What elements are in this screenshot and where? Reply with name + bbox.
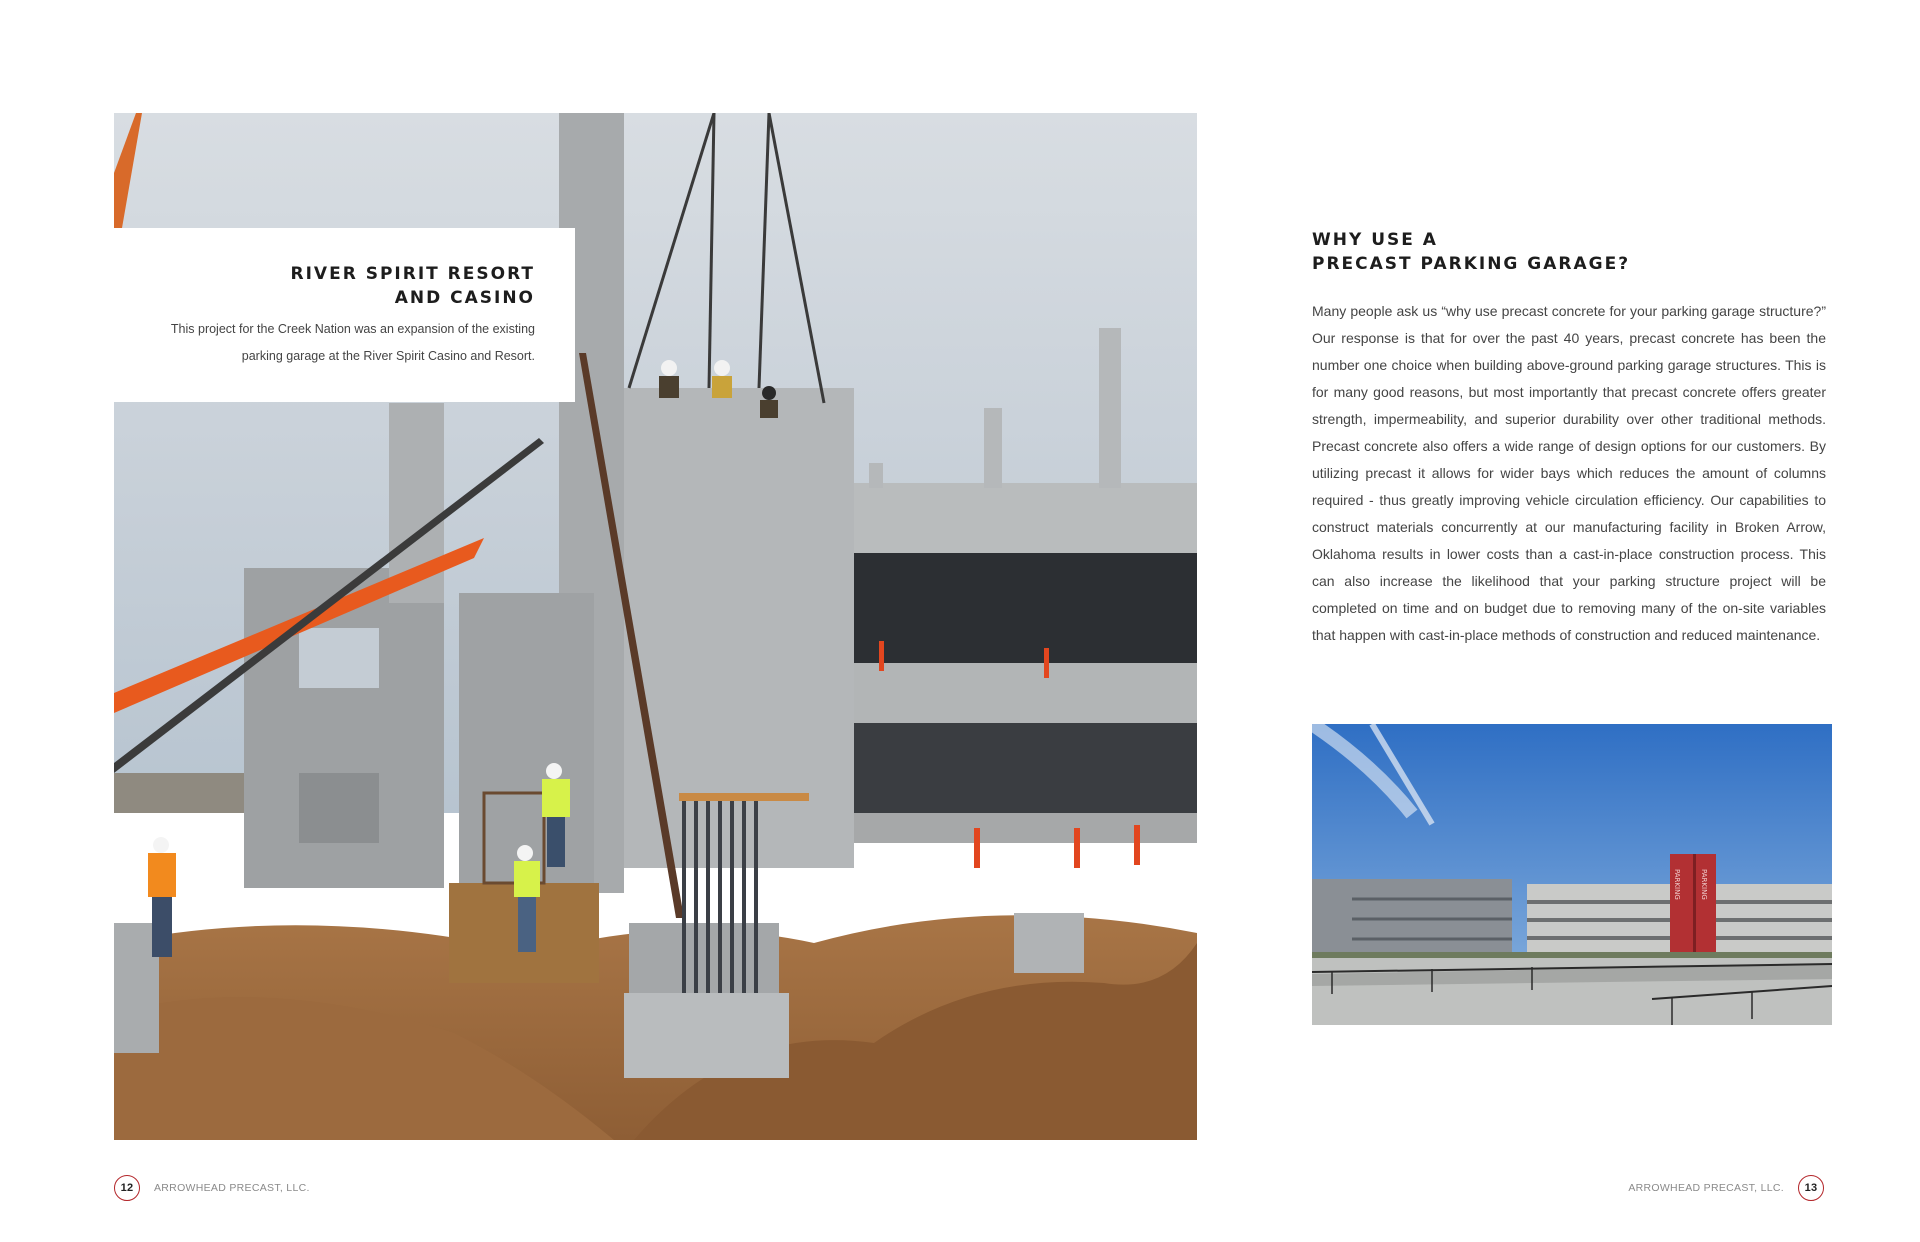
project-title-line1: RIVER SPIRIT RESORT [290, 264, 535, 284]
project-caption-box [114, 228, 575, 402]
page-number-left: 12 [114, 1175, 140, 1201]
sign-text-right: PARKING [1700, 869, 1708, 900]
project-description: This project for the Creek Nation was an expansion of the existing parking garage at the River Spirit Casino and Resort. [170, 322, 535, 363]
article-column [1312, 228, 1826, 649]
sign-text-left: PARKING [1673, 869, 1681, 900]
company-name-right: ARROWHEAD PRECAST, LLC. [1628, 1182, 1784, 1194]
page-number-right: 13 [1798, 1175, 1824, 1201]
section-heading-line1: WHY USE A [1312, 230, 1438, 250]
project-title [154, 262, 535, 310]
parking-garage-photo [1312, 724, 1832, 1025]
article-body: Many people ask us “why use precast concrete for your parking garage structure?” Our response is that for over the past 40 years, precast concrete has been the number one choice when building above-ground parking garage structures. This is for many good reasons, but most importantly that precast concrete offers greater strength, impermeability, and superior durability over other traditional methods. Precast concrete also offers a wide range of design options for our customers. By utilizing precast it allows for wider bays which reduces the amount of columns required - thus greatly improving vehicle circulation efficiency. Our capabilities to construct materials concurrently at our manufacturing facility in Broken Arrow, Oklahoma results in lower costs than a cast-in-place construction process. This can also increase the likelihood that your parking structure project will be completed on time and on budget due to removing many of the on-site variables that happen with cast-in-place methods of construction and reduced maintenance. [1312, 303, 1826, 643]
right-page-footer [1628, 1175, 1824, 1201]
section-heading [1312, 228, 1826, 276]
left-page-footer [114, 1175, 310, 1201]
project-title-line2: AND CASINO [394, 288, 535, 308]
section-heading-line2: PRECAST PARKING GARAGE? [1312, 254, 1631, 274]
company-name-left: ARROWHEAD PRECAST, LLC. [154, 1182, 310, 1194]
